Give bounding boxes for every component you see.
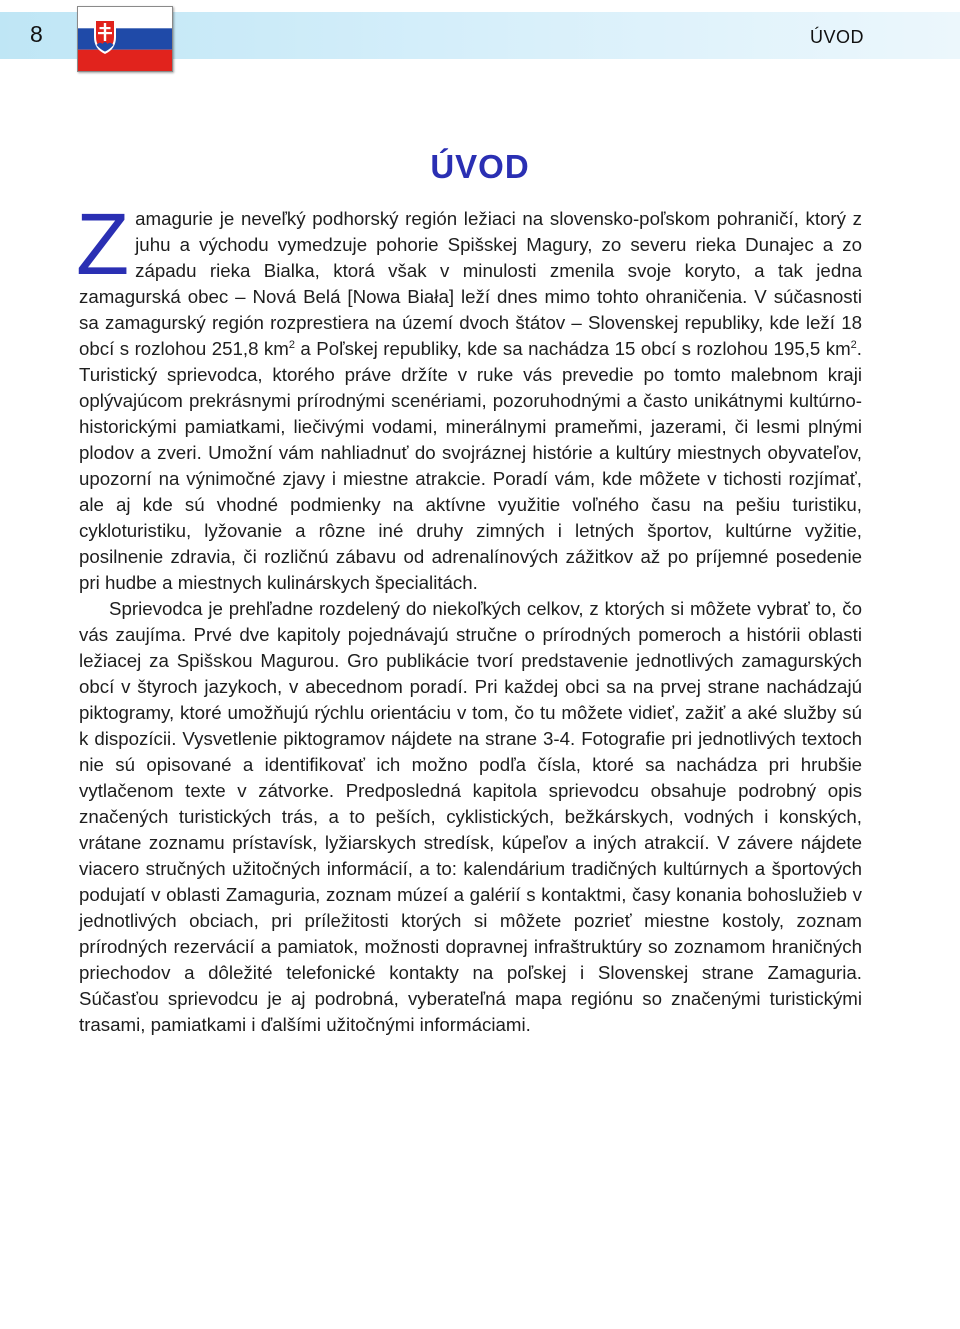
page-number: 8 (30, 21, 43, 47)
running-header-title: ÚVOD (809, 27, 864, 47)
paragraph-1 (76, 196, 862, 596)
drop-cap: Z (76, 196, 130, 293)
paragraph-2: Sprievodca je prehľadne rozdelený do niekoľkých celkov, z ktorých si môžete vybrať to, čo vás zaujíma. Prvé dve kapitoly pojednávajú stručne o prírodných pomeroch a histórii oblasti ležiacej za Spišskou Magurou. Gro publikácie tvorí predstavenie jednotlivých zamagurských obcí v štyroch jazykoch, v abecednom poradí. Pri každej obci sa na prvej strane nachádzajú piktogramy, ktoré umožňujú rýchlu orientáciu v tom, čo tu môžete vidieť, zažiť a aké služby sú k dispozícii. Vysvetlenie piktogramov nájdete na strane 3-4. Fotografie pri jednotlivých textoch nie sú opisované a identifikovať ich možno podľa čísla, ktoré sa nachádza pri hrubšie vytlačenom texte v zátvorke. Predposledná kapitola sprievodcu obsahuje podrobný opis značených turistických trás, a to peších, cyklistických, bežkárskych, vodných i konských, vrátane zoznamu prístavísk, lyžiarskych stredísk, kúpeľov a iných atrakcií. V závere nájdete viacero stručných užitočných informácií, a to: kalendárium tradičných kultúrnych a športových podujatí v oblasti Zamaguria, zoznam múzeí a galérií s kontaktmi, časy konania bohoslužieb v jednotlivých obciach, pri príležitosti ktorých si môžete pozrieť miestne kostoly, zoznam prírodných rezervácií a pamiatok, možnosti dopravnej infraštruktúry so zoznamom hraničných priechodov a dôležité telefonické kontakty na poľskej i Slovenskej strane Zamaguria. Súčasťou sprievodcu je aj podrobná, vyberateľná mapa regiónu so značenými turistickými trasami, pamiatkami i ďalšími užitočnými informáciami. (79, 598, 862, 1035)
paragraph-1-part-b: a Poľskej republiky, kde sa nachádza 15 obcí s rozlohou 195,5 km (294, 338, 851, 359)
superscript-2: 2 (850, 339, 857, 351)
paragraph-1-part-a: amagurie je neveľký podhorský región ležiaci na slovensko-poľskom pohraničí, ktorý z juhu a východu vymedzuje pohorie Spišskej Magury, zo severu rieka Dunajec a zo západu rieka Bialka, ktorá však v minulosti zmenila svoje koryto, a tak jedna zamagurská obec – Nová Belá [Nowa Biała] leží dnes mimo tohto ohraničenia. V súčasnosti sa zamagurský región rozprestiera na území dvoch štátov – Slovenskej republiky, kde leží 18 obcí s rozlohou 251,8 km (79, 208, 862, 359)
superscript-2: 2 (288, 339, 295, 351)
slovak-flag-icon (77, 6, 173, 72)
page-title: ÚVOD (430, 148, 530, 185)
article-body (76, 196, 862, 1038)
paragraph-1-part-c: . Turistický sprievodca, ktorého práve držíte v ruke vás prevedie po tomto malebnom kraji oplývajúcom prekrásnymi prírodnými scenériami, pozoruhodnými a často unikátnymi kultúrno-historickými pamiatkami, liečivými vodami, minerálnymi prameňmi, jazerami, či lesmi plnými plodov a zveri. Umožní vám nahliadnuť do svojráznej histórie a kultúry miestnych obyvateľov, upozorní na výnimočné zjavy i miestne atrakcie. Poradí vám, kde môžete v tichosti rozjímať, ale aj kde sú vhodné podmienky na aktívne využitie voľného času na pešiu turistiku, cykloturistiku, lyžovanie a rôzne iné druhy zimných i letných športov, kultúrne vyžitie, posilnenie zdravia, či rozličnú zábavu od adrenalínových zážitkov až po príjemné posedenie pri hudbe a miestnych kulinárskych špecialitách. (79, 338, 862, 593)
